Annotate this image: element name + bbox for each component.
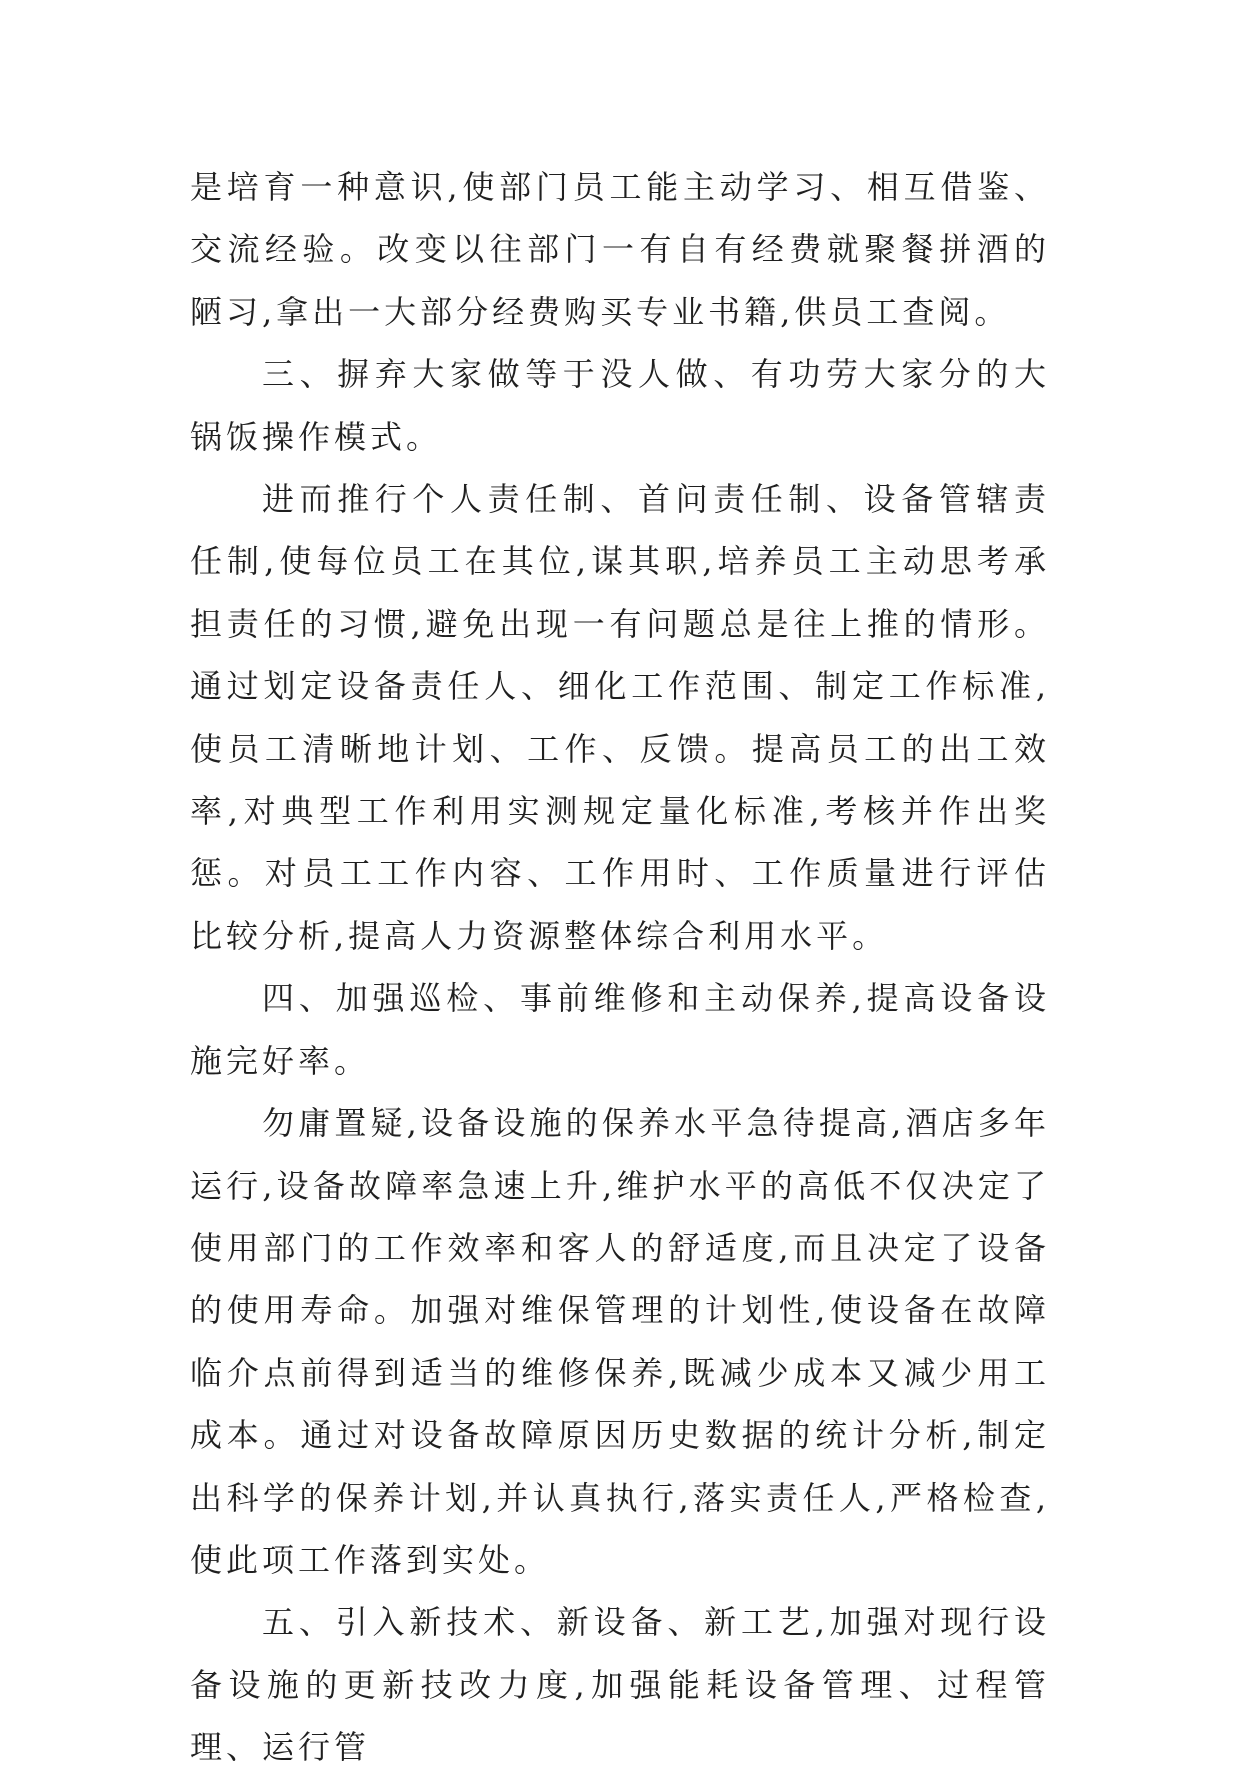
paragraph-responsibility-system: 进而推行个人责任制、首问责任制、设备管辖责任制,使每位员工在其位,谋其职,培养员工主动思考承担责任的习惯,避免出现一有问题总是往上推的情形。通过划定设备责任人、细化工作范围、制定工作标准,使员工清晰地计划、工作、反馈。提高员工的出工效率,对典型工作利用实测规定量化标准,考核并作出奖惩。对员工工作内容、工作用时、工作质量进行评估比较分析,提高人力资源整体综合利用水平。 bbox=[190, 480, 1050, 955]
section-heading-three: 三、摒弃大家做等于没人做、有功劳大家分的大锅饭操作模式。 bbox=[190, 355, 1050, 456]
section-heading-four: 四、加强巡检、事前维修和主动保养,提高设备设施完好率。 bbox=[190, 979, 1050, 1080]
section-heading-five: 五、引入新技术、新设备、新工艺,加强对现行设备设施的更新技改力度,加强能耗设备管理、过程管理、运行管 bbox=[190, 1603, 1050, 1767]
document-body bbox=[190, 156, 1050, 1779]
paragraph-continuation: 是培育一种意识,使部门员工能主动学习、相互借鉴、交流经验。改变以往部门一有自有经费就聚餐拼酒的陋习,拿出一大部分经费购买专业书籍,供员工查阅。 bbox=[190, 168, 1050, 331]
paragraph-maintenance: 勿庸置疑,设备设施的保养水平急待提高,酒店多年运行,设备故障率急速上升,维护水平的高低不仅决定了使用部门的工作效率和客人的舒适度,而且决定了设备的使用寿命。加强对维保管理的计划性,使设备在故障临介点前得到适当的维修保养,既减少成本又减少用工成本。通过对设备故障原因历史数据的统计分析,制定出科学的保养计划,并认真执行,落实责任人,严格检查,使此项工作落到实处。 bbox=[190, 1104, 1050, 1579]
